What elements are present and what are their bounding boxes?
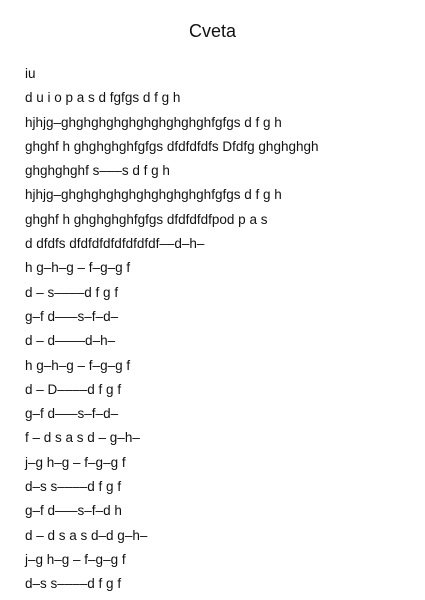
text-line: iu [25,66,36,81]
text-line: d–s s––––d f g f [25,479,122,495]
text-line: d – d––––d–h– [25,333,116,349]
text-line: d u i o p a s d fgfgs d f g h [25,90,181,106]
text-line: j–g h–g – f–g–g f [25,454,126,470]
text-line: hjhjg–ghghghghghghghghghghfgfgs d f g h [25,114,282,130]
text-line: d – d s a s d–d g–h– [25,527,148,543]
text-line: g–f d–––s–f–d– [25,308,119,324]
text-line: d – D––––d f g f [25,381,122,397]
text-line: ghghf h ghghghghfgfgs dfdfdfdfs Dfdfg ghghghgh [25,138,319,154]
text-line: ghghghghf s–––s d f g h [25,163,170,179]
text-line: ghghf h ghghghghfgfgs dfdfdfdfpod p a s [25,211,268,227]
text-line: j–g h–g – f–g–g f [25,551,126,567]
document-body [25,62,319,597]
text-line: hjhjg–ghghghghghghghghghghfgfgs d f g h [25,187,282,203]
text-line: f – d s a s d – g–h– [25,430,140,446]
text-line: g–f d–––s–f–d h [25,503,122,519]
text-line: h g–h–g – f–g–g f [25,357,131,373]
text-line: d dfdfs dfdfdfdfdfdfdfdf––d–h– [25,236,205,252]
document-title: Cveta [188,21,237,41]
text-line: g–f d–––s–f–d– [25,406,119,422]
text-line: d – s––––d f g f [25,284,119,300]
text-line: h g–h–g – f–g–g f [25,260,131,276]
text-line: d–s s––––d f g f [25,576,122,592]
